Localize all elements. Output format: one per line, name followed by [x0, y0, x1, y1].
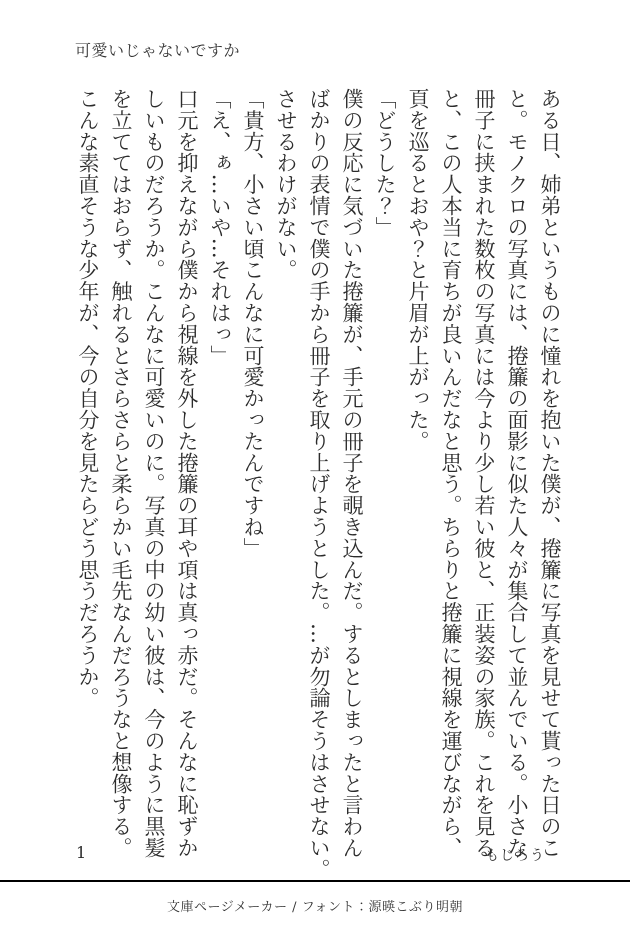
text-line: 冊子に挟まれた数枚の写真には今より少し若い彼と、正装姿の家族。これを見る — [472, 88, 496, 859]
text-line: こんな素直そうな少年が、今の自分を見たらどう思うだろうか。 — [76, 88, 100, 709]
text-line: と、この人本当に育ちが良いんだなと思う。ちらりと捲簾に視線を運びながら、 — [439, 88, 463, 859]
footer-credit: 文庫ページメーカー / フォント：源暎こぶり明朝 — [166, 900, 464, 915]
text-line: させるわけがない。 — [274, 88, 298, 281]
vertical-text-body — [71, 88, 566, 880]
text-line: しいものだろうか。こんなに可愛いのに。写真の中の幼い彼は、今のように黒髪 — [142, 88, 166, 859]
page-title: 可愛いじゃないですか — [75, 41, 241, 60]
text-line: 「どうした？」 — [373, 88, 397, 238]
text-line: ばかりの表情で僕の手から冊子を取り上げようとした。…が勿論そうはさせない。 — [307, 88, 331, 880]
text-line: と。モノクロの写真には、捲簾の面影に似た人々が集合して並んでいる。小さな — [505, 88, 529, 859]
author-name: もじろう — [485, 848, 545, 864]
text-line: 頁を巡るとおや？と片眉が上がった。 — [406, 88, 430, 452]
text-line: 口元を抑えながら僕から視線を外した捲簾の耳や項は真っ赤だ。そんなに恥ずか — [175, 88, 199, 859]
text-line: 「え、ぁ…いや…それはっ」 — [208, 88, 232, 367]
text-line: 「貴方、小さい頃こんなに可愛かったんですね」 — [241, 88, 265, 559]
page-number: 1 — [76, 843, 87, 862]
text-line: を立ててはおらず、触れるとさらさらと柔らかい毛先なんだろうなと想像する。 — [109, 88, 133, 859]
footer-divider — [0, 880, 630, 882]
text-line: ある日、姉弟というものに憧れを抱いた僕が、捲簾に写真を見せて貰った日のこ — [538, 88, 562, 859]
text-line: 僕の反応に気づいた捲簾が、手元の冊子を覗き込んだ。するとしまったと言わん — [340, 88, 364, 859]
